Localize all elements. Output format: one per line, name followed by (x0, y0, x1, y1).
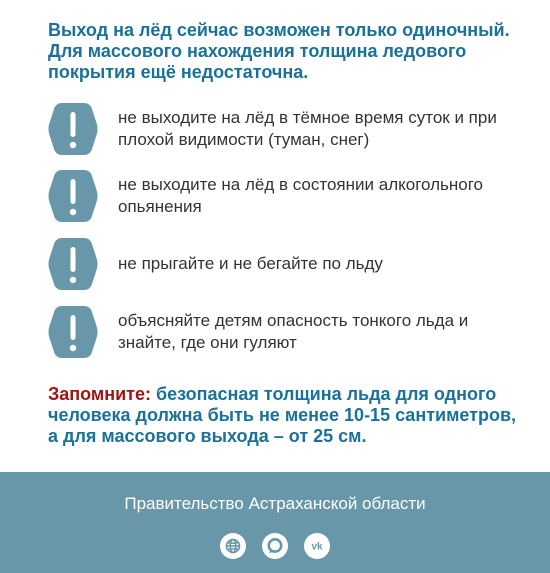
warning-item (48, 168, 508, 224)
warning-text: не прыгайте и не бегайте по льду (118, 254, 383, 273)
warning-text: не выходите на лёд в состоянии алкогольного опьянения (118, 175, 484, 216)
exclamation-hexagon-icon (48, 101, 98, 157)
footer (0, 472, 550, 573)
warning-text: объясняйте детям опасность тонкого льда и знайте, где они гуляют (118, 311, 469, 352)
vk-icon[interactable] (304, 533, 330, 559)
reminder-paragraph (48, 384, 518, 447)
footer-title: Правительство Астраханской области (124, 494, 426, 513)
warning-item (48, 236, 508, 292)
reminder-lead: Запомните: (48, 384, 151, 404)
chat-icon[interactable] (262, 533, 288, 559)
exclamation-hexagon-icon (48, 236, 98, 292)
warning-item (48, 101, 508, 157)
social-links (0, 533, 550, 559)
warning-text: не выходите на лёд в тёмное время суток и при плохой видимости (туман, снег) (118, 108, 497, 149)
svg-text:vk: vk (311, 541, 323, 553)
exclamation-hexagon-icon (48, 168, 98, 224)
globe-icon[interactable] (220, 533, 246, 559)
intro-text: Выход на лёд сейчас возможен только одиночный. Для массового нахождения толщина ледового покрытия ещё недостаточна. (48, 20, 510, 82)
exclamation-hexagon-icon (48, 304, 98, 360)
reminder-text: безопасная толщина льда для одного человека должна быть не менее 10-15 сантиметров, а для массового выхода – от 25 см. (48, 384, 517, 446)
warning-item (48, 304, 508, 360)
